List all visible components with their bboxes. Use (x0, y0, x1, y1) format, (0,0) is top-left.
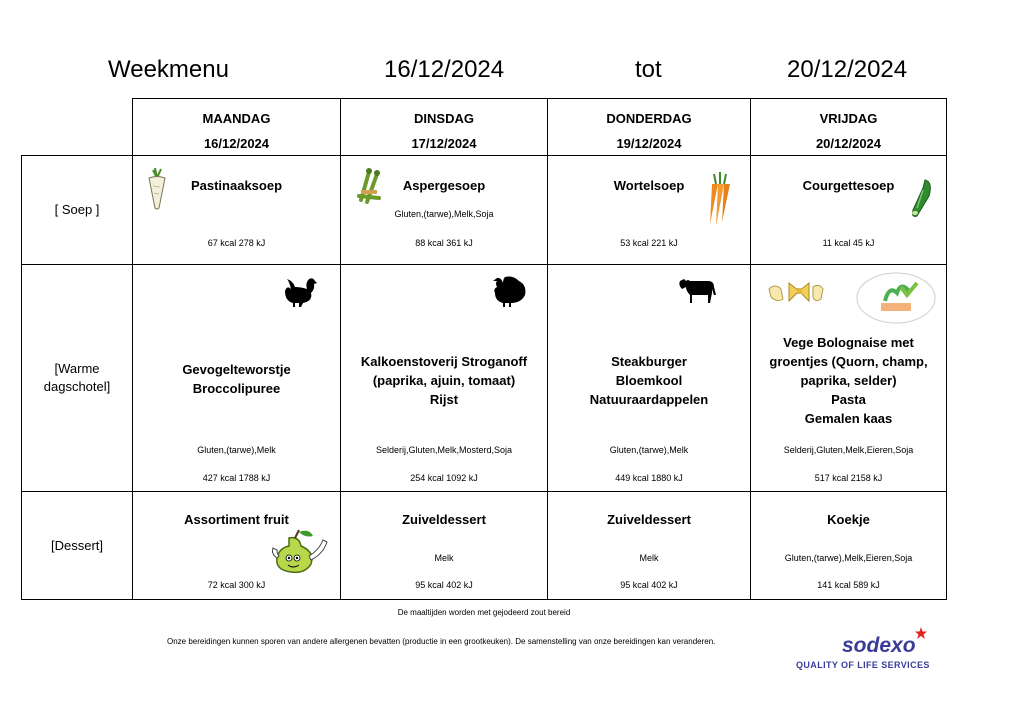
dessert-kcal: 72 kcal 300 kJ (207, 580, 266, 590)
main-kcal: 254 kcal 1092 kJ (410, 473, 478, 483)
soup-kcal: 67 kcal 278 kJ (207, 238, 266, 248)
day-name: DONDERDAG (606, 111, 692, 126)
salt-note: De maaltijden worden met gejodeerd zout bereid (397, 608, 571, 617)
day-header-monday (133, 99, 341, 156)
menu-table (21, 98, 947, 600)
soup-cell-friday (751, 156, 947, 265)
dessert-name: Koekje (827, 512, 870, 527)
dessert-allergens: Gluten,(tarwe),Melk,Eieren,Soja (784, 553, 913, 563)
dish-line: paprika, selder) (800, 373, 897, 388)
dessert-allergens: Melk (434, 553, 454, 563)
dessert-row (22, 492, 947, 600)
dessert-cell-monday (133, 492, 341, 600)
soup-kcal: 53 kcal 221 kJ (620, 238, 678, 248)
row-label-soup (22, 156, 133, 265)
soup-cell-thursday (548, 156, 751, 265)
soup-row (22, 156, 947, 265)
main-allergens: Selderij,Gluten,Melk,Eieren,Soja (783, 445, 914, 455)
soup-name: Aspergesoep (402, 178, 486, 193)
end-date: 20/12/2024 (787, 56, 908, 83)
pasta-icon (767, 279, 825, 307)
day-date: 16/12/2024 (203, 136, 270, 151)
dish-line: Rijst (429, 392, 459, 407)
dish-line: Kalkoenstoverij Stroganoff (360, 354, 528, 369)
soup-kcal: 11 kcal 45 kJ (822, 238, 875, 248)
day-date: 20/12/2024 (815, 136, 882, 151)
day-date: 19/12/2024 (616, 136, 682, 151)
row-label (22, 360, 132, 396)
row-label-main (22, 265, 133, 492)
soup-allergens: Gluten,(tarwe),Melk,Soja (394, 209, 494, 219)
brand-tagline: QUALITY OF LIFE SERVICES (796, 660, 930, 670)
main-cell-thursday (548, 265, 751, 492)
star-icon (914, 626, 928, 640)
cow-icon (678, 275, 718, 305)
turkey-icon (491, 275, 529, 309)
dish-line: (paprika, ajuin, tomaat) (372, 373, 516, 388)
main-dish (341, 352, 547, 409)
dish-line: Broccolipuree (192, 381, 281, 396)
main-cell-friday (751, 265, 947, 492)
soup-name: Wortelsoep (613, 178, 685, 193)
dish-line: Natuuraardappelen (589, 392, 709, 407)
soup-kcal: 88 kcal 361 kJ (415, 238, 473, 248)
main-dish (548, 352, 750, 409)
dessert-kcal: 95 kcal 402 kJ (620, 580, 678, 590)
main-dish (751, 333, 946, 428)
day-name: MAANDAG (202, 111, 271, 126)
page-title: Weekmenu (108, 56, 229, 83)
dessert-kcal: 95 kcal 402 kJ (415, 580, 473, 590)
day-header-friday (751, 99, 947, 156)
dessert-name: Assortiment fruit (184, 512, 289, 527)
main-cell-tuesday (341, 265, 548, 492)
chicken-icon (283, 275, 319, 309)
dessert-cell-friday (751, 492, 947, 600)
row-label: [ Soep ] (54, 202, 100, 217)
pear-icon (269, 528, 331, 574)
dish-line: Gevogelteworstje (182, 362, 291, 377)
main-allergens: Gluten,(tarwe),Melk (197, 445, 276, 455)
day-header-thursday (548, 99, 751, 156)
soup-name: Pastinaaksoep (190, 178, 283, 193)
dessert-name: Zuiveldessert (402, 512, 486, 527)
main-row (22, 265, 947, 492)
dessert-allergens: Melk (639, 553, 659, 563)
start-date: 16/12/2024 (384, 56, 505, 83)
dish-line: groentjes (Quorn, champ, (769, 354, 928, 369)
dish-line: Pasta (831, 392, 866, 407)
soup-name: Courgettesoep (802, 178, 895, 193)
main-allergens: Gluten,(tarwe),Melk (609, 445, 689, 455)
dessert-cell-thursday (548, 492, 751, 600)
dessert-cell-tuesday (341, 492, 548, 600)
main-kcal: 449 kcal 1880 kJ (615, 473, 683, 483)
row-label-line: [Warme (54, 361, 100, 376)
dish-line: Bloemkool (615, 373, 683, 388)
day-name: DINSDAG (414, 111, 474, 126)
dessert-name: Zuiveldessert (607, 512, 691, 527)
day-header-tuesday (341, 99, 548, 156)
soup-cell-monday (133, 156, 341, 265)
dish-line: Steakburger (611, 354, 687, 369)
main-kcal: 517 kcal 2158 kJ (814, 473, 883, 483)
dish-line: Vege Bolognaise met (783, 335, 914, 350)
allergen-note: Onze bereidingen kunnen sporen van andere allergenen bevatten (productie in een grootkeuken). De samenstelling van onze bereidingen kan veranderen. (167, 637, 716, 646)
vegetarian-badge-icon (855, 271, 937, 325)
main-kcal: 427 kcal 1788 kJ (202, 473, 271, 483)
row-label: [Dessert] (50, 537, 103, 553)
row-label-dessert (22, 492, 133, 600)
dish-line: Gemalen kaas (804, 411, 893, 426)
row-label-line: dagschotel] (43, 379, 111, 394)
main-dish (133, 360, 340, 398)
main-allergens: Selderij,Gluten,Melk,Mosterd,Soja (375, 445, 513, 455)
day-date: 17/12/2024 (411, 136, 477, 151)
main-cell-monday (133, 265, 341, 492)
date-separator: tot (635, 56, 662, 83)
day-header-row (22, 99, 947, 156)
corner-cell (22, 99, 133, 156)
soup-cell-tuesday (341, 156, 548, 265)
day-name: VRIJDAG (819, 111, 878, 126)
brand-name: sodexo (842, 634, 916, 657)
dessert-kcal: 141 kcal 589 kJ (817, 580, 880, 590)
